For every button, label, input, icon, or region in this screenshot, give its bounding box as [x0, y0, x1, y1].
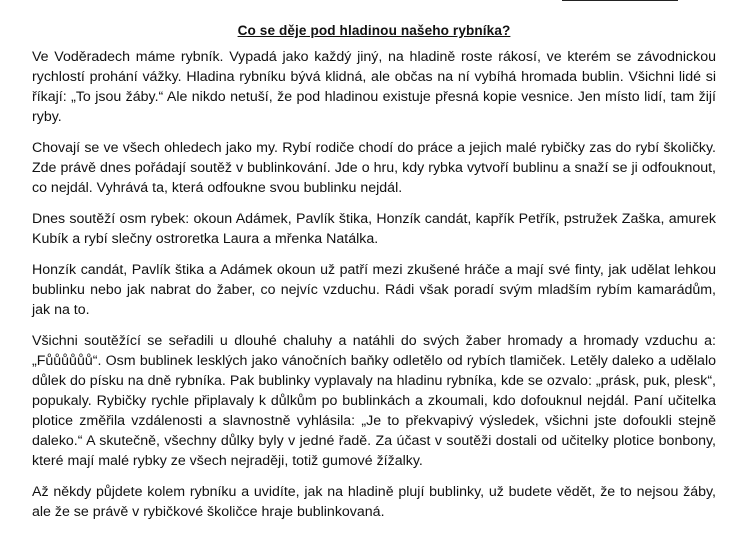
paragraph-5: Všichni soutěžící se seřadili u dlouhé chaluhy a natáhli do svých žaber hromady a hromady vzduchu a: „Fůůůůůů“. Osm bublinek lesklých jako vánočních baňky odletělo od rybích tlamiček. Letěly daleko a udělalo důlek do písku na dně rybníka. Pak bublinky vyplavaly na hladinu rybníka, kde se ozvalo: „prásk, puk, plesk“, popukaly. Rybičky rychle připlavaly k důlkům po bublinkách a zkoumali, kdo dofouknul nejdál. Paní učitelka plotice změřila vzdálenosti a slavnostně vyhlásila: „Je to překvapivý výsledek, všichni jste dofoukli stejně daleko.“ A skutečně, všechny důlky byly v jedné řadě. Za účast v soutěži dostali od učitelky plotice bonbony, které mají malé rybky ze všech nejraději, totiž gumové žížalky.: [32, 333, 716, 469]
document-page: [32, 22, 716, 533]
paragraph-4: Honzík candát, Pavlík štika a Adámek okoun už patří mezi zkušené hráče a mají své finty, jak udělat lehkou bublinku nebo jak nabrat do žaber, co nejvíc vzduchu. Rádi však poradí svým mladším rybím kamarádům, jak na to.: [32, 262, 716, 318]
paragraph-1: Ve Voděradech máme rybník. Vypadá jako každý jiný, na hladině roste rákosí, ve kterém se závodnickou rychlostí prohání vážky. Hladina rybníku bývá klidná, ale občas na ní vybíhá hromada bublin. Všichni lidé si říkají: „To jsou žáby.“ Ale nikdo netuší, že pod hladinou existuje přesná kopie vesnice. Jen místo lidí, tam žijí ryby.: [32, 49, 716, 125]
paragraph-6: Až někdy půjdete kolem rybníku a uvidíte, jak na hladině plují bublinky, už budete vědět, že to nejsou žáby, ale že se právě v rybičkové školičce hraje bublinkovaná.: [32, 484, 716, 520]
paragraph-3: Dnes soutěží osm rybek: okoun Adámek, Pavlík štika, Honzík candát, kapřík Petřík, pstružek Zaška, amurek Kubík a rybí slečny ostroretka Laura a mřenka Natálka.: [32, 211, 716, 247]
paragraph-2: Chovají se ve všech ohledech jako my. Rybí rodiče chodí do práce a jejich malé rybičky zas do rybí školičky. Zde právě dnes pořádají soutěž v bublinkování. Jde o hru, kdy rybka vytvoří bublinu a snaží se ji odfouknout, co nejdál. Vyhrává ta, která odfoukne svou bublinku nejdál.: [32, 140, 716, 196]
top-divider-line: [562, 0, 678, 1]
document-title: Co se děje pod hladinou našeho rybníka?: [237, 23, 511, 38]
